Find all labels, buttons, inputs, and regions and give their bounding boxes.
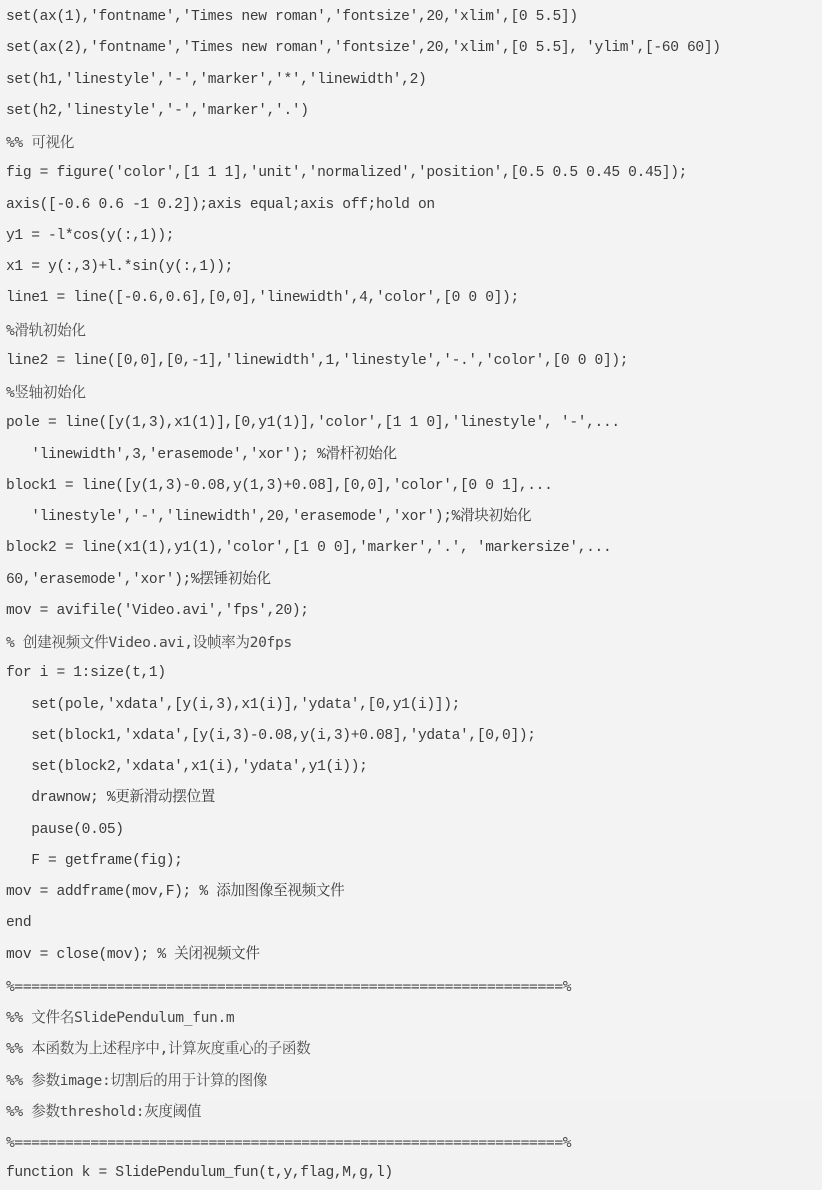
- code-comment-line: %竖轴初始化: [6, 384, 86, 401]
- code-line: 'linewidth',3,'erasemode','xor'); %滑杆初始化: [6, 446, 397, 463]
- code-separator-line: %=================================================================%: [6, 977, 572, 995]
- code-line: set(pole,'xdata',[y(i,3),x1(i)],'ydata',[0,y1(i)]);: [6, 696, 461, 713]
- code-line: pause(0.05): [6, 821, 124, 838]
- code-comment-line: %滑轨初始化: [6, 321, 86, 339]
- code-line: axis([-0.6 0.6 -1 0.2]);axis equal;axis off;hold on: [6, 196, 435, 213]
- code-line: pole = line([y(1,3),x1(1)],[0,y1(1)],'color',[1 1 0],'linestyle', '-',...: [6, 415, 620, 432]
- code-line: line1 = line([-0.6,0.6],[0,0],'linewidth',4,'color',[0 0 0]);: [6, 290, 519, 307]
- code-line: line2 = line([0,0],[0,-1],'linewidth',1,'linestyle','-.','color',[0 0 0]);: [6, 352, 629, 369]
- code-comment-line: %% 参数image:切割后的用于计算的图像: [6, 1071, 268, 1089]
- code-line: set(h2,'linestyle','-','marker','.'): [6, 102, 309, 119]
- code-line: drawnow; %更新滑动摆位置: [6, 790, 216, 807]
- code-line: block2 = line(x1(1),y1(1),'color',[1 0 0],'marker','.', 'markersize',...: [6, 540, 612, 557]
- code-line: block1 = line([y(1,3)-0.08,y(1,3)+0.08],[0,0],'color',[0 0 1],...: [6, 477, 553, 494]
- code-line: mov = close(mov); % 关闭视频文件: [6, 946, 260, 963]
- code-comment-line: %% 可视化: [6, 134, 75, 151]
- code-comment-line: % 创建视频文件Video.avi,设帧率为20fps: [6, 634, 292, 651]
- code-separator-line: %=================================================================%: [6, 1134, 572, 1151]
- code-line: set(ax(1),'fontname','Times new roman','fontsize',20,'xlim',[0 5.5]): [6, 9, 578, 25]
- code-comment-line: %% 文件名SlidePendulum_fun.m: [6, 1009, 235, 1026]
- code-line: 'linestyle','-','linewidth',20,'erasemode','xor');%滑块初始化: [6, 509, 532, 525]
- code-listing: [6, 2, 818, 1190]
- code-line: fig = figure('color',[1 1 1],'unit','normalized','position',[0.5 0.5 0.45 0.45]);: [6, 165, 688, 182]
- code-line: F = getframe(fig);: [6, 852, 183, 869]
- code-line: mov = addframe(mov,F); % 添加图像至视频文件: [6, 884, 345, 900]
- code-line: 60,'erasemode','xor');%摆锤初始化: [6, 571, 271, 588]
- code-line: function k = SlidePendulum_fun(t,y,flag,M,g,l): [6, 1165, 393, 1182]
- code-comment-line: %% 本函数为上述程序中,计算灰度重心的子函数: [6, 1040, 311, 1058]
- code-comment-line: %% 参数threshold:灰度阈值: [6, 1102, 202, 1120]
- code-line: set(ax(2),'fontname','Times new roman','fontsize',20,'xlim',[0 5.5], 'ylim',[-60 60]): [6, 40, 721, 57]
- code-line: set(h1,'linestyle','-','marker','*','linewidth',2): [6, 71, 427, 88]
- code-line: x1 = y(:,3)+l.*sin(y(:,1));: [6, 259, 234, 275]
- code-line: for i = 1:size(t,1): [6, 665, 166, 682]
- code-line: mov = avifile('Video.avi','fps',20);: [6, 602, 309, 619]
- code-line: set(block1,'xdata',[y(i,3)-0.08,y(i,3)+0.08],'ydata',[0,0]);: [6, 727, 536, 744]
- code-line: set(block2,'xdata',x1(i),'ydata',y1(i));: [6, 759, 368, 775]
- code-line: end: [6, 915, 32, 932]
- code-line: y1 = -l*cos(y(:,1));: [6, 227, 175, 244]
